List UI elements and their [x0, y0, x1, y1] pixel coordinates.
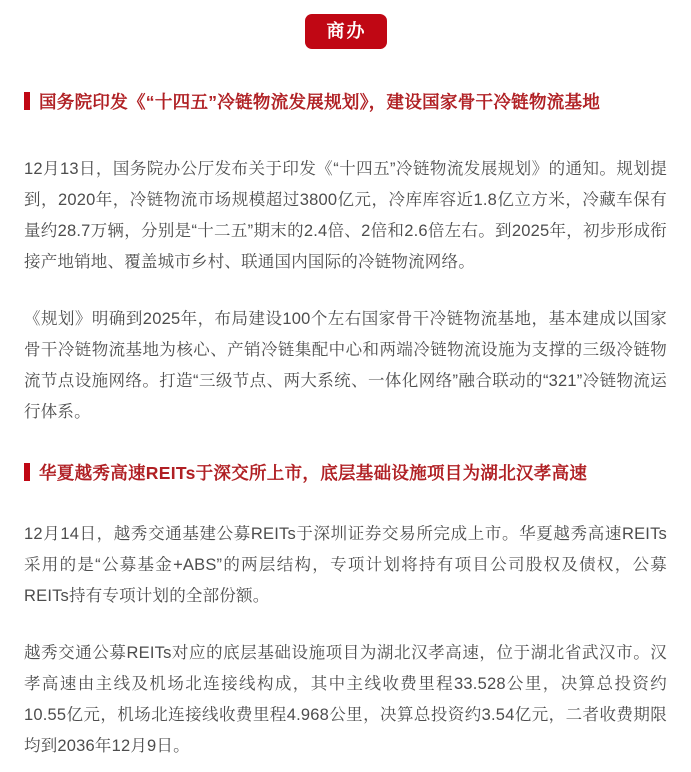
section-headline	[24, 91, 667, 113]
headline-text: 国务院印发《“十四五”冷链物流发展规划》，建设国家骨干冷链物流基地	[39, 92, 601, 112]
paragraph: 12月14日，越秀交通基建公募REITs于深圳证券交易所完成上市。华夏越秀高速REITs采用的是“公募基金+ABS”的两层结构，专项计划将持有项目公司股权及债权，公募REITs持有专项计划的全部份额。	[24, 525, 667, 605]
paragraph: 《规划》明确到2025年，布局建设100个左右国家骨干冷链物流基地，基本建成以国家骨干冷链物流基地为核心、产销冷链集配中心和两端冷链物流设施为支撑的三级冷链物流节点设施网络。打造“三级节点、两大系统、一体化网络”融合联动的“321”冷链物流运行体系。	[24, 310, 667, 421]
section-cold-chain	[24, 91, 667, 428]
headline-bar-icon	[24, 92, 30, 110]
section-reits	[24, 462, 667, 762]
paragraph: 12月13日，国务院办公厅发布关于印发《“十四五”冷链物流发展规划》的通知。规划提到，2020年，冷链物流市场规模超过3800亿元，冷库库容近1.8亿立方米，冷藏车保有量约28.7万辆，分别是“十二五”期末的2.4倍、2倍和2.6倍左右。到2025年，初步形成衔接产地销地、覆盖城市乡村、联通国内国际的冷链物流网络。	[24, 160, 667, 271]
headline-text: 华夏越秀高速REITs于深交所上市，底层基础设施项目为湖北汉孝高速	[39, 463, 588, 483]
paragraph: 越秀交通公募REITs对应的底层基础设施项目为湖北汉孝高速，位于湖北省武汉市。汉孝高速由主线及机场北连接线构成，其中主线收费里程33.528公里，决算总投资约10.55亿元，机场北连接线收费里程4.968公里，决算总投资约3.54亿元，二者收费期限均到2036年12月9日。	[24, 644, 667, 755]
headline-bar-icon	[24, 463, 30, 481]
section-headline	[24, 462, 667, 484]
category-badge: 商办	[305, 14, 387, 49]
